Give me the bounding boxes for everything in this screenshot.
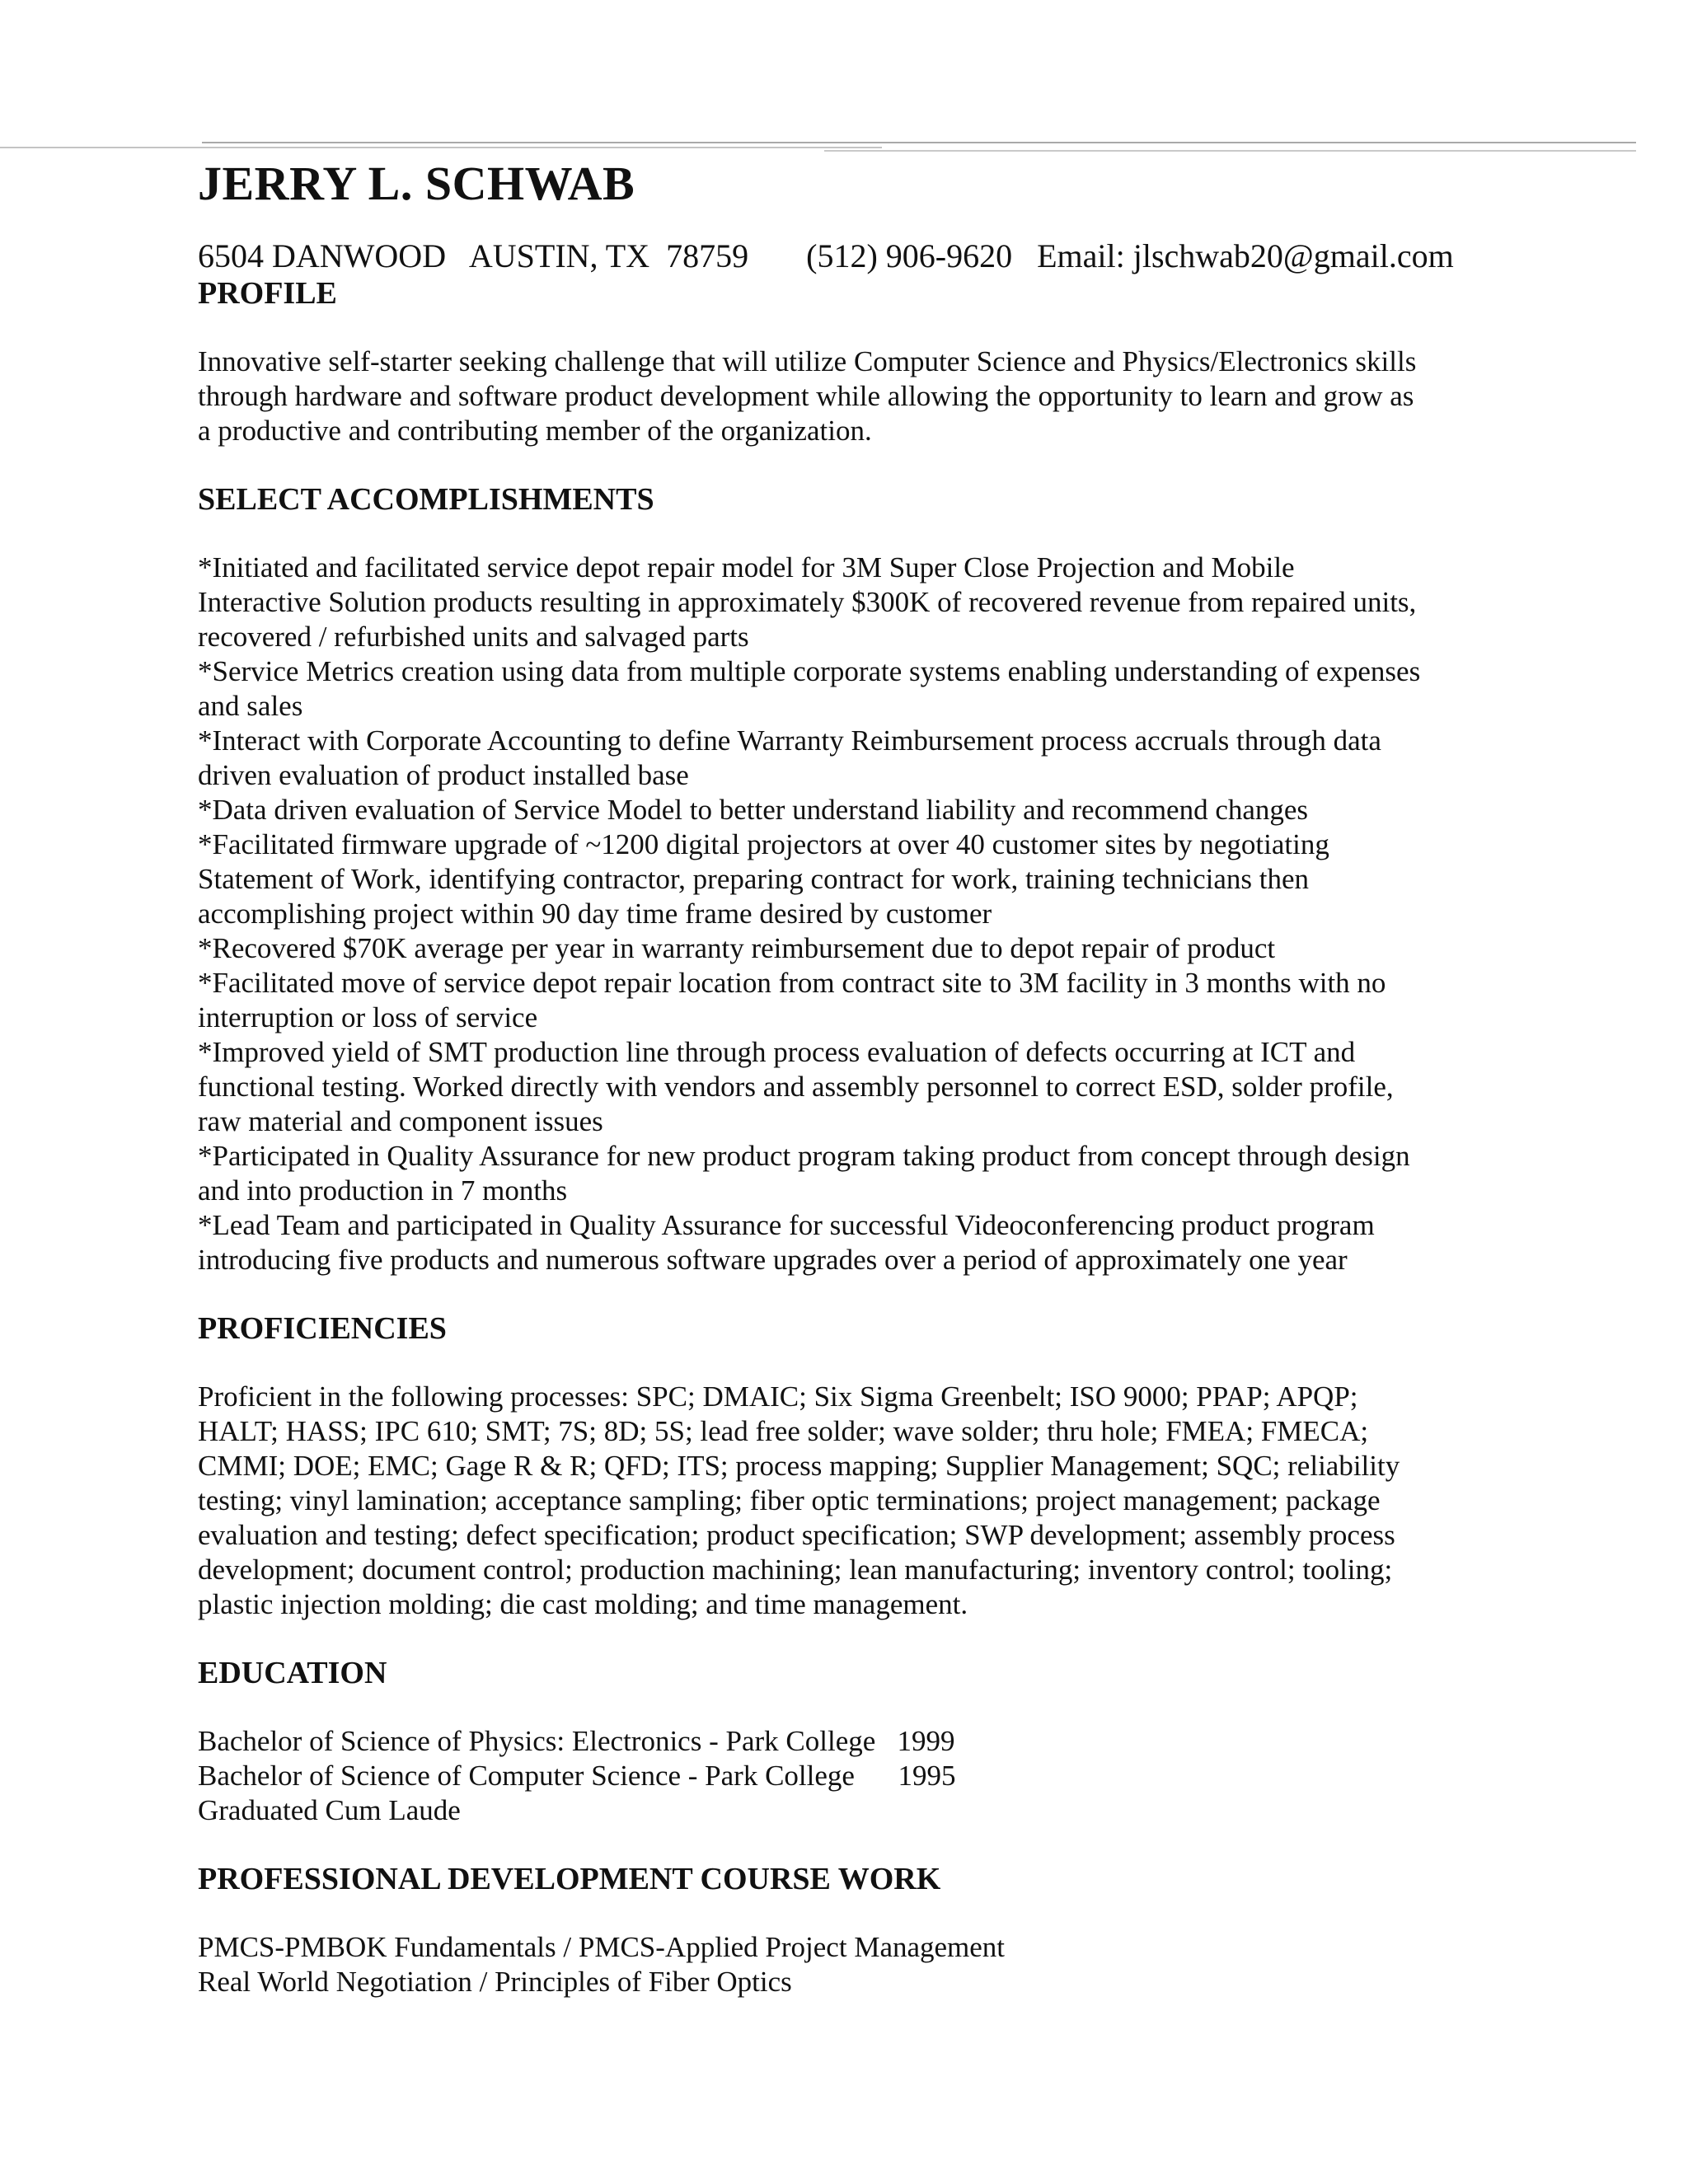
- header-rule-top: [0, 147, 882, 148]
- accomplishment-line: *Data driven evaluation of Service Model to better understand liability and recommend changes: [198, 794, 1309, 826]
- header-rule-right: [824, 150, 1636, 152]
- accomplishment-line: and into production in 7 months: [198, 1174, 568, 1207]
- coursework-text: [198, 1930, 1500, 1999]
- accomplishment-line: *Initiated and facilitated service depot repair model for 3M Super Close Projection and Mobile: [198, 551, 1295, 583]
- profile-title: PROFILE: [198, 276, 337, 311]
- accomplishment-line: *Lead Team and participated in Quality Assurance for successful Videoconferencing product program: [198, 1209, 1375, 1241]
- accomplishment-line: interruption or loss of service: [198, 1001, 538, 1033]
- proficiency-line: CMMI; DOE; EMC; Gage R & R; QFD; ITS; process mapping; Supplier Management; SQC; reliability: [198, 1450, 1400, 1482]
- accomplishment-line: *Participated in Quality Assurance for new product program taking product from concept through design: [198, 1140, 1410, 1172]
- education-line: Graduated Cum Laude: [198, 1794, 461, 1826]
- proficiency-line: development; document control; production machining; lean manufacturing; inventory control; tooling;: [198, 1554, 1393, 1586]
- accomplishment-line: accomplishing project within 90 day time frame desired by customer: [198, 898, 992, 930]
- proficiency-line: plastic injection molding; die cast molding; and time management.: [198, 1588, 968, 1620]
- proficiencies-title: PROFICIENCIES: [198, 1311, 447, 1346]
- profile-line: a productive and contributing member of the organization.: [198, 415, 872, 447]
- accomplishment-line: *Facilitated move of service depot repair location from contract site to 3M facility in 3 months with no: [198, 967, 1386, 999]
- header-rule-middle: [202, 142, 1636, 143]
- accomplishment-line: *Facilitated firmware upgrade of ~1200 digital projectors at over 40 customer sites by negotiating: [198, 828, 1329, 860]
- resume-name: JERRY L. SCHWAB: [198, 157, 635, 210]
- accomplishment-line: *Improved yield of SMT production line through process evaluation of defects occurring at ICT and: [198, 1036, 1356, 1068]
- accomplishment-line: raw material and component issues: [198, 1105, 603, 1137]
- education-text: [198, 1724, 1500, 1828]
- accomplishments-text: [198, 551, 1500, 1277]
- contact-line: 6504 DANWOOD AUSTIN, TX 78759 (512) 906-9620 Email: jlschwab20@gmail.com: [198, 237, 1454, 274]
- coursework-section: [198, 1861, 1500, 1999]
- accomplishment-line: functional testing. Worked directly with vendors and assembly personnel to correct ESD, solder profile,: [198, 1071, 1394, 1103]
- education-line: Bachelor of Science of Physics: Electronics - Park College 1999: [198, 1725, 955, 1757]
- accomplishment-line: driven evaluation of product installed base: [198, 759, 689, 791]
- resume-page: [198, 155, 1500, 1999]
- profile-section: [198, 275, 1500, 448]
- accomplishment-line: *Recovered $70K average per year in warranty reimbursement due to depot repair of product: [198, 932, 1276, 964]
- coursework-line: PMCS-PMBOK Fundamentals / PMCS-Applied Project Management: [198, 1931, 1006, 1963]
- education-section: [198, 1655, 1500, 1828]
- profile-line: Innovative self-starter seeking challenge that will utilize Computer Science and Physics/Electronics skills: [198, 345, 1417, 377]
- coursework-line: Real World Negotiation / Principles of Fiber Optics: [198, 1966, 792, 1998]
- accomplishment-line: introducing five products and numerous software upgrades over a period of approximately one year: [198, 1244, 1348, 1276]
- accomplishment-line: and sales: [198, 690, 303, 722]
- proficiency-line: evaluation and testing; defect specification; product specification; SWP development; assembly process: [198, 1519, 1395, 1551]
- accomplishment-line: Statement of Work, identifying contractor, preparing contract for work, training technicians then: [198, 863, 1310, 895]
- accomplishments-title: SELECT ACCOMPLISHMENTS: [198, 482, 654, 517]
- proficiencies-text: [198, 1380, 1500, 1622]
- education-line: Bachelor of Science of Computer Science - Park College 1995: [198, 1760, 956, 1792]
- coursework-title: PROFESSIONAL DEVELOPMENT COURSE WORK: [198, 1862, 941, 1896]
- profile-text: [198, 344, 1500, 448]
- profile-line: through hardware and software product development while allowing the opportunity to learn and grow as: [198, 380, 1414, 412]
- accomplishment-line: *Service Metrics creation using data from multiple corporate systems enabling understanding of expenses: [198, 655, 1421, 687]
- accomplishment-line: recovered / refurbished units and salvaged parts: [198, 621, 749, 653]
- accomplishment-line: *Interact with Corporate Accounting to define Warranty Reimbursement process accruals through data: [198, 724, 1381, 757]
- accomplishment-line: Interactive Solution products resulting in approximately $300K of recovered revenue from repaired units,: [198, 586, 1417, 618]
- proficiency-line: Proficient in the following processes: SPC; DMAIC; Six Sigma Greenbelt; ISO 9000; PPAP; APQP;: [198, 1380, 1358, 1413]
- proficiencies-section: [198, 1310, 1500, 1622]
- proficiency-line: testing; vinyl lamination; acceptance sampling; fiber optic terminations; project management; package: [198, 1484, 1381, 1516]
- education-title: EDUCATION: [198, 1656, 387, 1690]
- proficiency-line: HALT; HASS; IPC 610; SMT; 7S; 8D; 5S; lead free solder; wave solder; thru hole; FMEA; FMECA;: [198, 1415, 1369, 1447]
- accomplishments-section: [198, 481, 1500, 1277]
